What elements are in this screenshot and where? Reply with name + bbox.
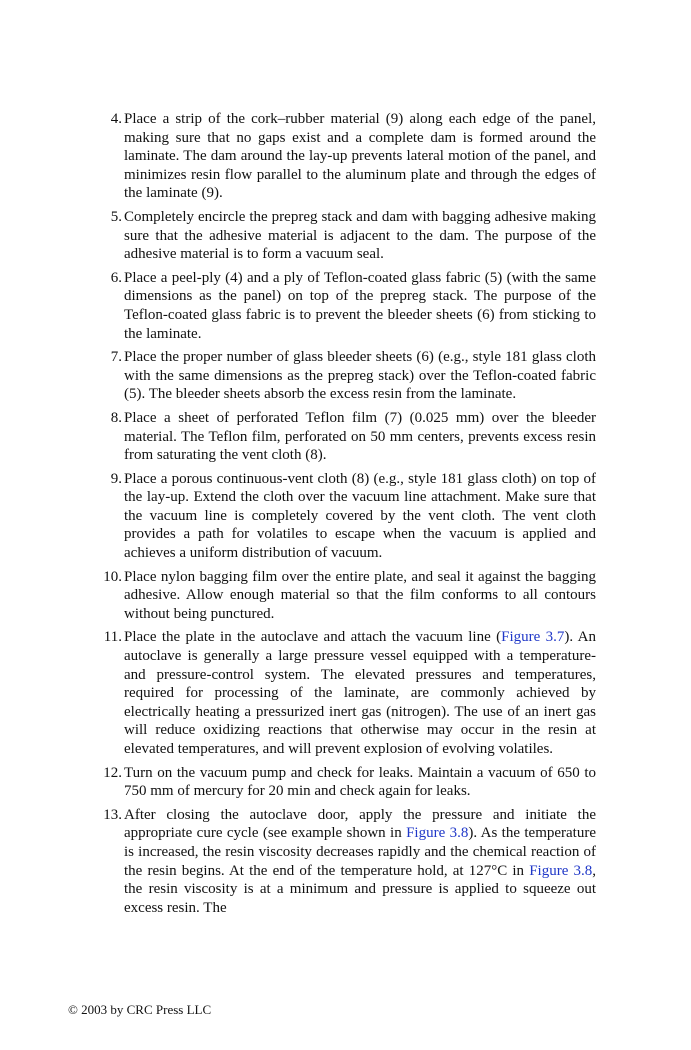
step-text-segment: After closing the autoclave door, apply the pressure and initiate the appropriate cure cycle (see example shown in [124, 806, 596, 842]
list-item [88, 348, 596, 404]
step-text-segment: Place a strip of the cork–rubber material (9) along each edge of the panel, making sure that no gaps exist and a complete dam is formed around the laminate. The dam around the lay-up prevents lateral motion of the panel, and minimizes resin flow parallel to the aluminum plate and through the edges of the laminate (9). [124, 111, 596, 202]
step-text [124, 208, 596, 264]
list-item [88, 628, 596, 758]
step-text [124, 348, 596, 404]
step-number: 11. [103, 629, 122, 646]
step-text-segment: Turn on the vacuum pump and check for leaks. Maintain a vacuum of 650 to 750 mm of mercury for 20 min and check again for leaks. [124, 764, 596, 800]
list-item [88, 409, 596, 465]
step-text [124, 568, 596, 624]
step-text-segment: Completely encircle the prepreg stack and dam with bagging adhesive making sure that the adhesive material is adjacent to the dam. The purpose of the adhesive material is to form a vacuum seal. [124, 208, 596, 263]
step-text-segment: ). As the temperature is increased, the resin viscosity decreases rapidly and the chemical reaction of the resin begins. At the end of the temperature hold, at 127°C in [124, 825, 596, 879]
step-text-segment: Place a porous continuous-vent cloth (8) (e.g., style 181 glass cloth) on top of the lay-up. Extend the cloth over the vacuum line attachment. Make sure that the vacuum line is completely covered by the vent cloth. The vent cloth provides a path for volatiles to escape when the vacuum is applied and achieves a uniform distribution of vacuum. [124, 470, 596, 562]
list-item [88, 568, 596, 624]
list-item [88, 806, 596, 918]
step-text-segment: Place a sheet of perforated Teflon film (7) (0.025 mm) over the bleeder material. The Teflon film, perforated on 50 mm centers, prevents excess resin from saturating the vent cloth (8). [124, 409, 596, 464]
step-text-segment: Place the plate in the autoclave and attach the vacuum line ( [124, 629, 502, 646]
step-text [124, 628, 596, 758]
step-number: 8. [110, 409, 122, 426]
step-text [124, 764, 596, 801]
figure-reference-link[interactable]: Figure 3.8 [406, 825, 469, 842]
figure-reference-link[interactable]: Figure 3.7 [501, 629, 565, 646]
step-number: 9. [110, 470, 122, 487]
step-text [124, 470, 596, 563]
list-item [88, 110, 596, 203]
procedure-steps-list [88, 110, 596, 922]
step-number: 13. [103, 806, 122, 823]
list-item [88, 470, 596, 563]
list-item [88, 208, 596, 264]
step-number: 6. [110, 269, 122, 286]
step-text-segment: ). An autoclave is generally a large pressure vessel equipped with a temperature- and pressure-control system. The elevated pressures and temperatures, required for processing of the laminate, are commonly achieved by electrically heating a pressurized inert gas (nitrogen). The use of an inert gas will reduce oxidizing reactions that otherwise may occur in the resin at elevated temperatures, and will prevent explosion of evolving volatiles. [124, 629, 596, 757]
step-text-segment: Place the proper number of glass bleeder sheets (6) (e.g., style 181 glass cloth with the same dimensions as the prepreg stack) over the Teflon-coated fabric (5). The bleeder sheets absorb the excess resin from the laminate. [124, 349, 596, 403]
step-text [124, 269, 596, 343]
step-number: 5. [110, 208, 122, 225]
figure-reference-link[interactable]: Figure 3.8 [529, 862, 593, 879]
step-text [124, 409, 596, 465]
step-text-segment: Place a peel-ply (4) and a ply of Teflon-coated glass fabric (5) (with the same dimensions as the panel) on top of the prepreg stack. The purpose of the Teflon-coated glass fabric is to prevent the bleeder sheets (6) from sticking to the laminate. [124, 269, 596, 342]
list-item [88, 764, 596, 801]
copyright-footer: © 2003 by CRC Press LLC [68, 1002, 212, 1017]
step-text-segment: Place nylon bagging film over the entire plate, and seal it against the bagging adhesive. Allow enough material so that the film conforms to all contours without being punctured. [124, 568, 596, 622]
step-text [124, 806, 596, 918]
list-item [88, 269, 596, 343]
step-number: 7. [110, 349, 122, 366]
step-number: 10. [103, 568, 122, 585]
step-number: 4. [110, 111, 122, 127]
step-text [124, 110, 596, 203]
step-text-segment: , the resin viscosity is at a minimum and pressure is applied to squeeze out excess resin. The [124, 862, 596, 916]
step-number: 12. [103, 764, 122, 781]
